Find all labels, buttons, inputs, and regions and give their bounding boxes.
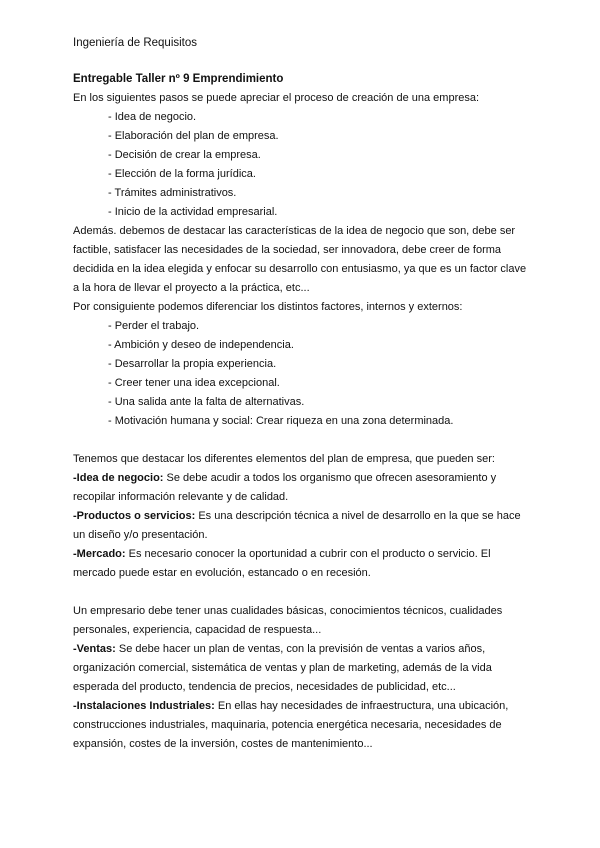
term-label: -Productos o servicios: <box>73 510 196 522</box>
term-label: -Mercado: <box>73 548 126 560</box>
document-body <box>73 70 528 754</box>
term-text: Se debe hacer un plan de ventas, con la previsión de ventas a varios años, organización comercial, sistemática de ventas y plan de marketing, además de la vida esperada del producto, tendencia de precios, necesidades de publicidad, etc... <box>73 643 492 693</box>
qualities-intro: Un empresario debe tener unas cualidades básicas, conocimientos técnicos, cualidades personales, experiencia, capacidad de respuesta... <box>73 605 503 636</box>
plan-item-mercado <box>73 545 528 583</box>
plan-item-idea <box>73 469 528 507</box>
plan-item-productos <box>73 507 528 545</box>
paragraph-spacer <box>73 583 528 602</box>
term-text: En ellas hay necesidades de infraestructura, una ubicación, construcciones industriales, maquinaria, potencia energética necesaria, necesidades de expansión, costes de la inversión, costes de mantenimiento... <box>73 700 509 750</box>
qualities-item-ventas <box>73 640 528 697</box>
term-label: -Instalaciones Industriales: <box>73 700 215 712</box>
term-text: Se debe acudir a todos los organismo que ofrecen asesoramiento y recopilar información relevante y de calidad. <box>73 472 497 503</box>
intro-paragraph: En los siguientes pasos se puede apreciar el proceso de creación de una empresa: <box>73 92 480 104</box>
list-item: - Creer tener una idea excepcional. <box>108 377 280 389</box>
list-item: - Trámites administrativos. <box>108 187 237 199</box>
running-header: Ingeniería de Requisitos <box>73 37 198 49</box>
characteristics-paragraph: Además. debemos de destacar las características de la idea de negocio que son, debe ser factible, satisfacer las necesidades de la sociedad, ser innovadora, debe creer de forma decidida en la idea elegida y enfocar su desarrollo con entusiasmo, ya que es un factor clave a la hora de llevar el proyecto a la práctica, etc... <box>73 225 527 294</box>
list-item: - Decisión de crear la empresa. <box>108 149 261 161</box>
term-text: Es una descripción técnica a nivel de desarrollo en la que se hace un diseño y/o presentación. <box>73 510 521 541</box>
term-label: -Idea de negocio: <box>73 472 164 484</box>
paragraph-spacer <box>73 431 528 450</box>
list-item: - Idea de negocio. <box>108 111 197 123</box>
factors-list <box>73 317 528 431</box>
plan-intro: Tenemos que destacar los diferentes elementos del plan de empresa, que pueden ser: <box>73 453 495 465</box>
term-label: -Ventas: <box>73 643 116 655</box>
qualities-item-instalaciones <box>73 697 528 754</box>
list-item: - Desarrollar la propia experiencia. <box>108 358 277 370</box>
list-item: - Ambición y deseo de independencia. <box>108 339 294 351</box>
list-item: - Una salida ante la falta de alternativas. <box>108 396 305 408</box>
list-item: - Elaboración del plan de empresa. <box>108 130 279 142</box>
steps-list <box>73 108 528 222</box>
list-item: - Motivación humana y social: Crear riqueza en una zona determinada. <box>108 415 454 427</box>
list-item: - Perder el trabajo. <box>108 320 200 332</box>
list-item: - Elección de la forma jurídica. <box>108 168 256 180</box>
list-item: - Inicio de la actividad empresarial. <box>108 206 278 218</box>
term-text: Es necesario conocer la oportunidad a cubrir con el producto o servicio. El mercado puede estar en evolución, estancado o en recesión. <box>73 548 491 579</box>
factors-intro: Por consiguiente podemos diferenciar los distintos factores, internos y externos: <box>73 301 463 313</box>
document-title: Entregable Taller nº 9 Emprendimiento <box>73 73 284 85</box>
